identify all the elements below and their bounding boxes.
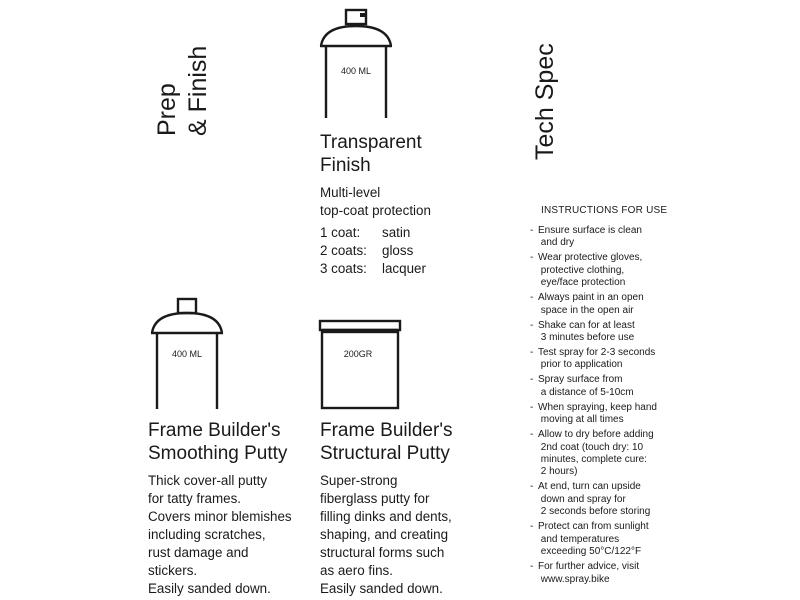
coat-count: 1 coat: <box>320 225 361 240</box>
smoothing-putty-title-line-1: Frame Builder's <box>148 420 281 441</box>
instruction-item: - When spraying, keep hand moving at all times <box>530 401 657 426</box>
smoothing-putty-desc-line: Thick cover-all putty <box>148 473 268 488</box>
instruction-text: Shake can for at least 3 minutes before use <box>538 319 635 344</box>
tech-spec-title <box>530 43 561 160</box>
coat-count: 2 coats: <box>320 243 367 258</box>
instruction-item: - At end, turn can upside down and spray for 2 seconds before storing <box>530 481 651 518</box>
prep-finish-title <box>152 46 214 136</box>
coat-option-row <box>320 224 426 242</box>
structural-putty-desc-line: as aero fins. <box>320 563 393 578</box>
instruction-text: Allow to dry before adding 2nd coat (touch dry: 10 minutes, complete cure: 2 hours) <box>538 429 654 478</box>
smoothing-putty-desc-line: Covers minor blemishes <box>148 509 292 524</box>
structural-putty-desc-line: Easily sanded down. <box>320 581 443 596</box>
instruction-item: - Always paint in an open space in the open air <box>530 292 644 316</box>
coat-count: 3 coats: <box>320 261 367 276</box>
instruction-text: For further advice, visit www.spray.bike <box>538 561 640 585</box>
smoothing-putty-desc-line: Easily sanded down. <box>148 581 271 596</box>
instruction-item: - Test spray for 2-3 seconds prior to application <box>530 347 656 371</box>
prep-finish-title-line-1: Prep <box>153 83 181 136</box>
transparent-finish-desc-line: top-coat protection <box>320 203 431 218</box>
coat-finish: gloss <box>382 243 414 258</box>
instruction-item: - Allow to dry before adding 2nd coat (touch dry: 10 minutes, complete cure: 2 hours) <box>530 429 654 478</box>
smoothing-putty-desc-line: rust damage and <box>148 545 249 560</box>
coat-finish: satin <box>382 225 411 240</box>
instruction-text: Spray surface from a distance of 5-10cm <box>538 374 634 398</box>
transparent-finish-title-line-1: Transparent <box>320 132 422 153</box>
instruction-item: - Protect can from sunlight and temperatures exceeding 50°C/122°F <box>530 521 649 558</box>
prep-finish-title-line-2: & Finish <box>184 45 212 136</box>
smoothing-putty-title <box>148 419 287 465</box>
coat-option-row <box>320 260 426 278</box>
instruction-item: - Shake can for at least 3 minutes before use <box>530 319 635 344</box>
coat-finish: lacquer <box>382 261 426 276</box>
putty-tub-icon <box>318 320 408 410</box>
instruction-text: At end, turn can upside down and spray for 2 seconds before storing <box>538 481 651 518</box>
spray-can-icon <box>318 8 408 120</box>
coat-option-row <box>320 242 426 260</box>
structural-putty-title-line-2: Structural Putty <box>320 443 450 464</box>
structural-putty-desc-line: Super-strong <box>320 473 398 488</box>
instruction-text: When spraying, keep hand moving at all times <box>538 401 657 426</box>
coat-options <box>320 224 426 278</box>
smoothing-putty-desc-line: for tatty frames. <box>148 491 242 506</box>
structural-putty-description <box>320 472 452 598</box>
structural-putty-desc-line: shaping, and creating <box>320 527 449 542</box>
structural-putty-title <box>320 419 452 465</box>
instruction-text: Test spray for 2-3 seconds prior to application <box>538 347 656 371</box>
instruction-text: Ensure surface is clean and dry <box>538 225 642 249</box>
structural-putty-desc-line: structural forms such <box>320 545 445 560</box>
transparent-finish-desc-line: Multi-level <box>320 185 381 200</box>
transparent-finish-title <box>320 131 422 177</box>
structural-putty-desc-line: filling dinks and dents, <box>320 509 452 524</box>
transparent-finish-can-label: 400 ML <box>340 66 372 76</box>
instruction-item: - For further advice, visit www.spray.bike <box>530 561 640 585</box>
transparent-finish-description <box>320 184 431 220</box>
instruction-item: - Wear protective gloves, protective clothing, eye/face protection <box>530 252 643 289</box>
instruction-item: - Ensure surface is clean and dry <box>530 225 642 249</box>
smoothing-putty-can-label: 400 ML <box>171 349 203 359</box>
transparent-finish-title-line-2: Finish <box>320 155 371 176</box>
instruction-item: - Spray surface from a distance of 5-10cm <box>530 374 634 398</box>
structural-putty-title-line-1: Frame Builder's <box>320 420 453 441</box>
instruction-text: Wear protective gloves, protective clothing, eye/face protection <box>538 252 643 289</box>
instruction-text: Always paint in an open space in the open air <box>538 292 644 316</box>
structural-putty-desc-line: fiberglass putty for <box>320 491 430 506</box>
instructions-title: INSTRUCTIONS FOR USE <box>541 205 668 216</box>
instructions-list <box>530 225 657 589</box>
smoothing-putty-desc-line: including scratches, <box>148 527 266 542</box>
smoothing-putty-title-line-2: Smoothing Putty <box>148 443 288 464</box>
smoothing-putty-description <box>148 472 292 598</box>
spray-can-icon <box>148 297 238 409</box>
smoothing-putty-desc-line: stickers. <box>148 563 198 578</box>
structural-putty-tub-label: 200GR <box>343 349 373 359</box>
tech-spec-title-text: Tech Spec <box>531 43 559 160</box>
instruction-text: Protect can from sunlight and temperatures exceeding 50°C/122°F <box>538 521 649 558</box>
